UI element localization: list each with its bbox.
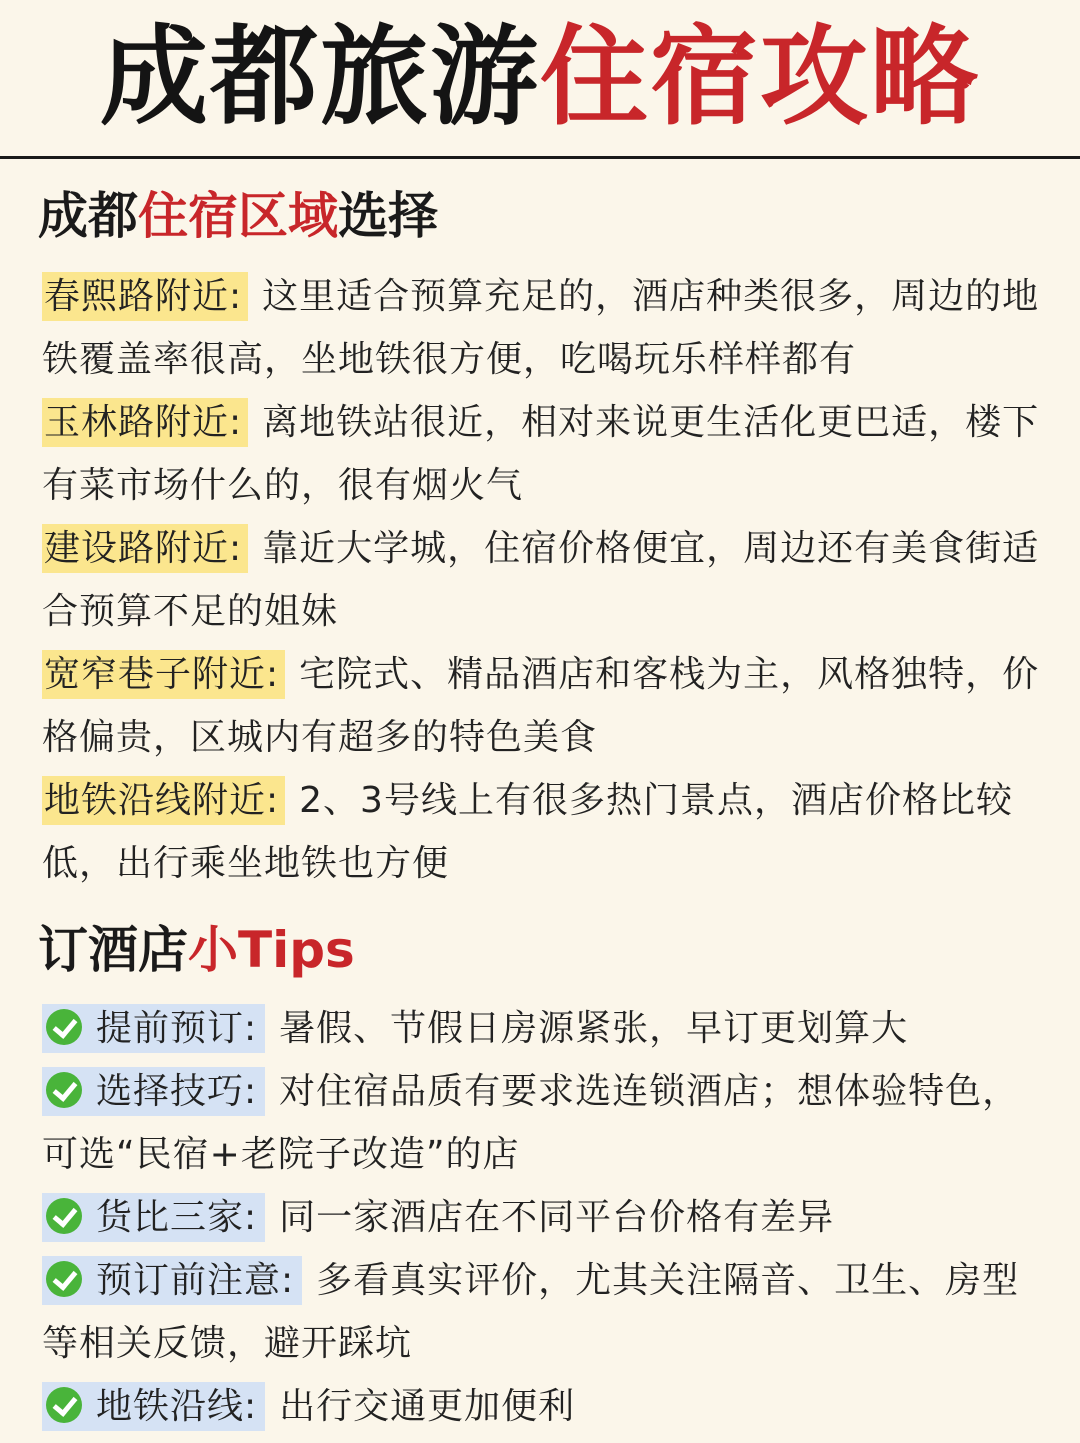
- check-icon: [46, 1198, 82, 1234]
- page-title-black: 成都旅游: [99, 15, 540, 140]
- tip-item: [42, 1060, 1044, 1186]
- check-icon: [46, 1387, 82, 1423]
- area-label: 地铁沿线附近:: [42, 776, 285, 825]
- area-label: 宽窄巷子附近:: [42, 650, 285, 699]
- area-label: 春熙路附近:: [42, 272, 248, 321]
- area-label: 玉林路附近:: [42, 398, 248, 447]
- area-item: [42, 265, 1044, 391]
- area-text: 离地铁站很近，相对来说更生活化更巴适，楼下有菜市场什么的，很有烟火气: [42, 402, 1040, 506]
- area-item: [42, 643, 1044, 769]
- tip-text: 同一家酒店在不同平台价格有差异: [279, 1197, 835, 1238]
- check-icon: [46, 1261, 82, 1297]
- area-text: 靠近大学城，住宿价格便宜，周边还有美食街适合预算不足的姐妹: [42, 528, 1040, 632]
- tip-item: [42, 1375, 1044, 1438]
- tip-label-box: [42, 1067, 265, 1116]
- tip-label: 预订前注意:: [96, 1260, 295, 1301]
- check-icon: [46, 1009, 82, 1045]
- area-text: 2、3号线上有很多热门景点，酒店价格比较低，出行乘坐地铁也方便: [42, 780, 1013, 884]
- check-icon: [46, 1072, 82, 1108]
- tip-label: 地铁沿线:: [96, 1386, 258, 1427]
- content: [0, 187, 1080, 1438]
- tip-text: 多看真实评价，尤其关注隔音、卫生、房型等相关反馈，避开踩坑: [42, 1260, 1020, 1364]
- tip-label-box: [42, 1193, 265, 1242]
- page-title: [0, 0, 1080, 156]
- tip-text: 对住宿品质有要求选连锁酒店；想体验特色，可选“民宿+老院子改造”的店: [42, 1071, 1020, 1175]
- area-text: 这里适合预算充足的，酒店种类很多，周边的地铁覆盖率很高，坐地铁很方便，吃喝玩乐样样都有: [42, 276, 1040, 380]
- tip-text: 暑假、节假日房源紧张，早订更划算大: [279, 1008, 909, 1049]
- tip-label: 选择技巧:: [96, 1071, 258, 1112]
- tip-item: [42, 1186, 1044, 1249]
- tip-item: [42, 997, 1044, 1060]
- tip-label: 货比三家:: [96, 1197, 258, 1238]
- section-title-area: [38, 187, 1044, 245]
- section-title-tips-highlight: 小Tips: [188, 921, 355, 979]
- section-title-tips-part1: 订酒店: [38, 921, 188, 979]
- area-item: [42, 769, 1044, 895]
- tips-list: [42, 997, 1044, 1438]
- area-list: [42, 265, 1044, 895]
- section-title-area-part2: 选择: [338, 187, 438, 245]
- area-label: 建设路附近:: [42, 524, 248, 573]
- area-item: [42, 517, 1044, 643]
- section-title-tips: [38, 921, 1044, 979]
- page-title-red: 住宿攻略: [540, 15, 981, 140]
- section-title-area-highlight: 住宿区域: [138, 187, 338, 245]
- tip-text: 出行交通更加便利: [279, 1386, 576, 1427]
- tip-label: 提前预订:: [96, 1008, 258, 1049]
- tip-item: [42, 1249, 1044, 1375]
- section-title-area-part1: 成都: [38, 187, 138, 245]
- tip-label-box: [42, 1256, 302, 1305]
- area-text: 宅院式、精品酒店和客栈为主，风格独特，价格偏贵，区城内有超多的特色美食: [42, 654, 1040, 758]
- tip-label-box: [42, 1382, 265, 1431]
- title-divider: [0, 156, 1080, 159]
- area-item: [42, 391, 1044, 517]
- tip-label-box: [42, 1004, 265, 1053]
